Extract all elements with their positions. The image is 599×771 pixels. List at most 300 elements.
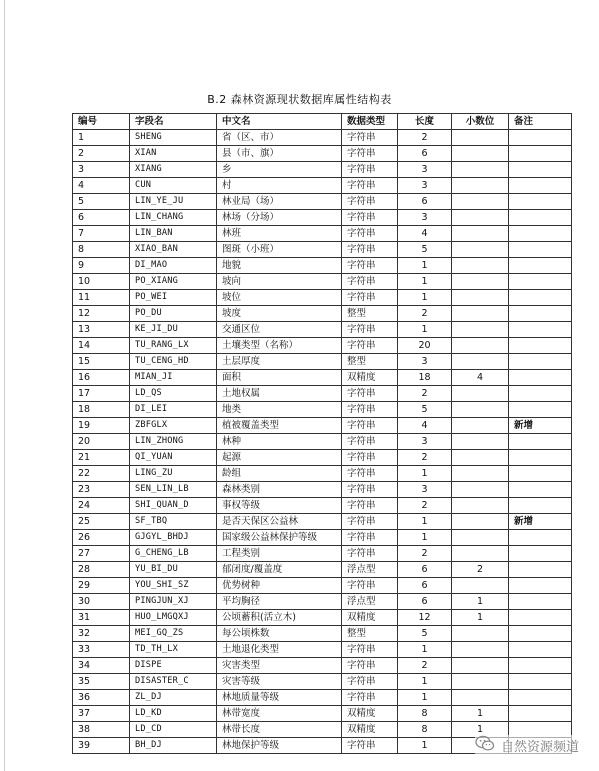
table-row: [73, 258, 572, 274]
cell-chinese-name: 起源: [217, 450, 342, 466]
cell-index: 13: [73, 322, 130, 338]
cell-decimals: [452, 658, 509, 674]
cell-decimals: [452, 642, 509, 658]
cell-chinese-name: 土地退化类型: [217, 642, 342, 658]
cell-field-name: LD_KD: [130, 706, 217, 722]
cell-chinese-name: 每公顷株数: [217, 626, 342, 642]
cell-length: 6: [398, 562, 452, 578]
cell-index: 30: [73, 594, 130, 610]
attribute-table: [72, 113, 572, 754]
cell-field-name: PO_DU: [130, 306, 217, 322]
cell-field-name: YU_BI_DU: [130, 562, 217, 578]
cell-decimals: 4: [452, 370, 509, 386]
table-row: [73, 338, 572, 354]
cell-decimals: [452, 354, 509, 370]
cell-decimals: [452, 258, 509, 274]
cell-remark: [509, 434, 572, 450]
cell-remark: [509, 562, 572, 578]
cell-index: 23: [73, 482, 130, 498]
cell-decimals: [452, 290, 509, 306]
cell-index: 27: [73, 546, 130, 562]
cell-data-type: 字符串: [342, 242, 398, 258]
cell-chinese-name: 图斑（小班）: [217, 242, 342, 258]
cell-length: 1: [398, 290, 452, 306]
cell-length: 1: [398, 258, 452, 274]
cell-remark: [509, 402, 572, 418]
cell-chinese-name: 优势树种: [217, 578, 342, 594]
cell-index: 35: [73, 674, 130, 690]
cell-length: 2: [398, 306, 452, 322]
cell-length: 4: [398, 418, 452, 434]
cell-index: 15: [73, 354, 130, 370]
cell-remark: [509, 642, 572, 658]
cell-length: 2: [398, 546, 452, 562]
cell-field-name: GJGYL_BHDJ: [130, 530, 217, 546]
cell-field-name: SF_TBQ: [130, 514, 217, 530]
table-row: [73, 562, 572, 578]
cell-index: 37: [73, 706, 130, 722]
cell-length: 3: [398, 178, 452, 194]
cell-index: 24: [73, 498, 130, 514]
table-row: [73, 274, 572, 290]
cell-decimals: [452, 146, 509, 162]
cell-index: 16: [73, 370, 130, 386]
cell-remark: [509, 162, 572, 178]
cell-decimals: [452, 482, 509, 498]
header-cell: 中文名: [217, 114, 342, 130]
cell-chinese-name: 工程类别: [217, 546, 342, 562]
cell-data-type: 字符串: [342, 130, 398, 146]
cell-data-type: 双精度: [342, 370, 398, 386]
cell-length: 1: [398, 466, 452, 482]
table-row: [73, 370, 572, 386]
cell-chinese-name: 林种: [217, 434, 342, 450]
cell-decimals: [452, 690, 509, 706]
cell-index: 17: [73, 386, 130, 402]
table-row: [73, 354, 572, 370]
cell-field-name: HUO_LMGQXJ: [130, 610, 217, 626]
cell-data-type: 字符串: [342, 402, 398, 418]
table-row: [73, 594, 572, 610]
cell-decimals: [452, 322, 509, 338]
table-row: [73, 498, 572, 514]
cell-field-name: LIN_YE_JU: [130, 194, 217, 210]
cell-chinese-name: 林地保护等级: [217, 738, 342, 754]
cell-decimals: [452, 402, 509, 418]
cell-remark: [509, 674, 572, 690]
table-row: [73, 610, 572, 626]
table-row: [73, 386, 572, 402]
cell-data-type: 字符串: [342, 338, 398, 354]
table-row: [73, 674, 572, 690]
cell-chinese-name: 国家级公益林保护等级: [217, 530, 342, 546]
table-row: [73, 162, 572, 178]
cell-index: 3: [73, 162, 130, 178]
cell-field-name: QI_YUAN: [130, 450, 217, 466]
cell-field-name: ZBFGLX: [130, 418, 217, 434]
cell-remark: [509, 386, 572, 402]
cell-field-name: DISPE: [130, 658, 217, 674]
cell-chinese-name: 交通区位: [217, 322, 342, 338]
wechat-icon: [475, 735, 495, 756]
cell-chinese-name: 土层厚度: [217, 354, 342, 370]
cell-index: 11: [73, 290, 130, 306]
cell-decimals: [452, 514, 509, 530]
cell-remark: [509, 178, 572, 194]
table-row: [73, 546, 572, 562]
table-row: [73, 322, 572, 338]
cell-field-name: SHENG: [130, 130, 217, 146]
cell-data-type: 字符串: [342, 642, 398, 658]
cell-chinese-name: 植被覆盖类型: [217, 418, 342, 434]
cell-decimals: [452, 242, 509, 258]
header-cell: 字段名: [130, 114, 217, 130]
table-row: [73, 210, 572, 226]
cell-data-type: 字符串: [342, 674, 398, 690]
cell-chinese-name: 土壤类型（名称）: [217, 338, 342, 354]
cell-length: 2: [398, 130, 452, 146]
cell-decimals: [452, 546, 509, 562]
cell-remark: [509, 594, 572, 610]
cell-length: 1: [398, 674, 452, 690]
cell-length: 1: [398, 322, 452, 338]
cell-length: 3: [398, 354, 452, 370]
cell-field-name: XIAN: [130, 146, 217, 162]
cell-field-name: TU_RANG_LX: [130, 338, 217, 354]
cell-field-name: DI_LEI: [130, 402, 217, 418]
cell-field-name: XIANG: [130, 162, 217, 178]
table-row: [73, 290, 572, 306]
cell-index: 32: [73, 626, 130, 642]
header-cell: 编号: [73, 114, 130, 130]
cell-field-name: BH_DJ: [130, 738, 217, 754]
cell-remark: [509, 210, 572, 226]
cell-decimals: [452, 674, 509, 690]
cell-chinese-name: 县（市、旗）: [217, 146, 342, 162]
table-row: [73, 578, 572, 594]
cell-field-name: CUN: [130, 178, 217, 194]
cell-index: 20: [73, 434, 130, 450]
cell-remark: [509, 690, 572, 706]
cell-chinese-name: 事权等级: [217, 498, 342, 514]
cell-remark: [509, 194, 572, 210]
cell-decimals: [452, 194, 509, 210]
cell-chinese-name: 郁闭度/覆盖度: [217, 562, 342, 578]
cell-length: 1: [398, 274, 452, 290]
cell-decimals: [452, 274, 509, 290]
cell-remark: [509, 706, 572, 722]
cell-length: 3: [398, 210, 452, 226]
cell-decimals: [452, 626, 509, 642]
cell-length: 3: [398, 482, 452, 498]
cell-field-name: YOU_SHI_SZ: [130, 578, 217, 594]
cell-field-name: TU_CENG_HD: [130, 354, 217, 370]
cell-data-type: 字符串: [342, 418, 398, 434]
cell-field-name: TD_TH_LX: [130, 642, 217, 658]
cell-chinese-name: 公顷蓄积(活立木): [217, 610, 342, 626]
table-row: [73, 402, 572, 418]
cell-data-type: 字符串: [342, 546, 398, 562]
cell-data-type: 双精度: [342, 722, 398, 738]
cell-chinese-name: 坡位: [217, 290, 342, 306]
cell-chinese-name: 林班: [217, 226, 342, 242]
cell-length: 5: [398, 242, 452, 258]
table-body: [73, 130, 572, 754]
cell-length: 12: [398, 610, 452, 626]
cell-length: 1: [398, 738, 452, 754]
cell-index: 39: [73, 738, 130, 754]
cell-decimals: [452, 434, 509, 450]
cell-chinese-name: 地貌: [217, 258, 342, 274]
cell-remark: [509, 226, 572, 242]
cell-data-type: 字符串: [342, 738, 398, 754]
cell-field-name: LING_ZU: [130, 466, 217, 482]
cell-length: 6: [398, 146, 452, 162]
watermark-text: 自然资源频道: [500, 740, 579, 755]
table-title: B.2 森林资源现状数据库属性结构表: [207, 93, 392, 106]
table-row: [73, 242, 572, 258]
cell-decimals: [452, 162, 509, 178]
cell-length: 8: [398, 706, 452, 722]
cell-decimals: 1: [452, 706, 509, 722]
cell-length: 1: [398, 642, 452, 658]
cell-data-type: 字符串: [342, 482, 398, 498]
cell-decimals: [452, 130, 509, 146]
cell-decimals: [452, 386, 509, 402]
cell-remark: 新增: [509, 418, 572, 434]
cell-data-type: 字符串: [342, 194, 398, 210]
cell-data-type: 字符串: [342, 498, 398, 514]
table-row: [73, 146, 572, 162]
cell-data-type: 字符串: [342, 162, 398, 178]
cell-field-name: LIN_ZHONG: [130, 434, 217, 450]
cell-chinese-name: 村: [217, 178, 342, 194]
cell-chinese-name: 乡: [217, 162, 342, 178]
cell-remark: [509, 146, 572, 162]
header-cell: 小数位: [452, 114, 509, 130]
cell-field-name: DISASTER_C: [130, 674, 217, 690]
watermark: [475, 735, 579, 756]
header-row: [73, 114, 572, 130]
cell-index: 34: [73, 658, 130, 674]
table-row: [73, 434, 572, 450]
cell-index: 31: [73, 610, 130, 626]
cell-chinese-name: 灾害等级: [217, 674, 342, 690]
cell-field-name: LD_QS: [130, 386, 217, 402]
cell-field-name: ZL_DJ: [130, 690, 217, 706]
cell-decimals: 1: [452, 722, 509, 738]
cell-field-name: DI_MAO: [130, 258, 217, 274]
header-cell: 数据类型: [342, 114, 398, 130]
cell-decimals: 1: [452, 610, 509, 626]
cell-index: 12: [73, 306, 130, 322]
cell-chinese-name: 坡度: [217, 306, 342, 322]
cell-decimals: [452, 178, 509, 194]
table-row: [73, 482, 572, 498]
cell-data-type: 浮点型: [342, 562, 398, 578]
cell-data-type: 字符串: [342, 146, 398, 162]
cell-data-type: 整型: [342, 626, 398, 642]
cell-length: 1: [398, 530, 452, 546]
table-row: [73, 306, 572, 322]
cell-chinese-name: 省（区、市）: [217, 130, 342, 146]
cell-field-name: XIAO_BAN: [130, 242, 217, 258]
cell-index: 4: [73, 178, 130, 194]
cell-field-name: MIAN_JI: [130, 370, 217, 386]
cell-remark: [509, 546, 572, 562]
cell-field-name: LIN_CHANG: [130, 210, 217, 226]
cell-index: 7: [73, 226, 130, 242]
header-cell: 备注: [509, 114, 572, 130]
cell-field-name: G_CHENG_LB: [130, 546, 217, 562]
cell-remark: [509, 466, 572, 482]
cell-data-type: 浮点型: [342, 594, 398, 610]
cell-chinese-name: 土地权属: [217, 386, 342, 402]
cell-field-name: SEN_LIN_LB: [130, 482, 217, 498]
cell-length: 2: [398, 386, 452, 402]
cell-data-type: 字符串: [342, 690, 398, 706]
cell-chinese-name: 面积: [217, 370, 342, 386]
table-row: [73, 418, 572, 434]
cell-decimals: [452, 210, 509, 226]
cell-index: 6: [73, 210, 130, 226]
page-edge: [4, 0, 5, 771]
cell-length: 8: [398, 722, 452, 738]
cell-chinese-name: 平均胸径: [217, 594, 342, 610]
cell-decimals: [452, 306, 509, 322]
cell-decimals: [452, 450, 509, 466]
cell-length: 1: [398, 514, 452, 530]
cell-index: 8: [73, 242, 130, 258]
cell-decimals: [452, 226, 509, 242]
cell-remark: [509, 482, 572, 498]
cell-length: 5: [398, 402, 452, 418]
cell-decimals: [452, 530, 509, 546]
cell-index: 5: [73, 194, 130, 210]
cell-data-type: 字符串: [342, 290, 398, 306]
cell-remark: [509, 450, 572, 466]
cell-data-type: 字符串: [342, 178, 398, 194]
table-row: [73, 466, 572, 482]
cell-data-type: 字符串: [342, 434, 398, 450]
cell-length: 6: [398, 594, 452, 610]
cell-length: 2: [398, 450, 452, 466]
cell-data-type: 双精度: [342, 610, 398, 626]
cell-data-type: 整型: [342, 354, 398, 370]
table-row: [73, 530, 572, 546]
cell-remark: [509, 274, 572, 290]
cell-remark: [509, 626, 572, 642]
cell-chinese-name: 坡向: [217, 274, 342, 290]
cell-length: 18: [398, 370, 452, 386]
cell-index: 38: [73, 722, 130, 738]
cell-index: 21: [73, 450, 130, 466]
cell-decimals: [452, 578, 509, 594]
cell-field-name: LIN_BAN: [130, 226, 217, 242]
cell-index: 10: [73, 274, 130, 290]
table-row: [73, 130, 572, 146]
cell-data-type: 字符串: [342, 258, 398, 274]
cell-remark: [509, 658, 572, 674]
cell-remark: [509, 258, 572, 274]
cell-chinese-name: 林场（分场）: [217, 210, 342, 226]
cell-chinese-name: 地类: [217, 402, 342, 418]
cell-data-type: 字符串: [342, 210, 398, 226]
cell-remark: [509, 290, 572, 306]
cell-remark: [509, 306, 572, 322]
cell-chinese-name: 龄组: [217, 466, 342, 482]
cell-index: 28: [73, 562, 130, 578]
cell-index: 14: [73, 338, 130, 354]
table-row: [73, 194, 572, 210]
cell-length: 3: [398, 434, 452, 450]
cell-data-type: 字符串: [342, 226, 398, 242]
cell-chinese-name: 森林类别: [217, 482, 342, 498]
cell-remark: [509, 530, 572, 546]
cell-remark: [509, 130, 572, 146]
cell-remark: [509, 242, 572, 258]
cell-data-type: 字符串: [342, 578, 398, 594]
cell-remark: 新增: [509, 514, 572, 530]
table-row: [73, 706, 572, 722]
cell-length: 6: [398, 578, 452, 594]
cell-index: 19: [73, 418, 130, 434]
cell-index: 2: [73, 146, 130, 162]
cell-remark: [509, 370, 572, 386]
cell-index: 29: [73, 578, 130, 594]
cell-remark: [509, 322, 572, 338]
cell-data-type: 字符串: [342, 274, 398, 290]
cell-index: 36: [73, 690, 130, 706]
cell-decimals: [452, 338, 509, 354]
table-row: [73, 690, 572, 706]
cell-length: 2: [398, 498, 452, 514]
cell-index: 18: [73, 402, 130, 418]
cell-field-name: SHI_QUAN_D: [130, 498, 217, 514]
cell-decimals: 2: [452, 562, 509, 578]
table-row: [73, 658, 572, 674]
cell-decimals: 1: [452, 594, 509, 610]
cell-index: 9: [73, 258, 130, 274]
cell-length: 4: [398, 226, 452, 242]
cell-chinese-name: 是否天保区公益林: [217, 514, 342, 530]
cell-length: 2: [398, 658, 452, 674]
cell-length: 5: [398, 626, 452, 642]
cell-chinese-name: 林地质量等级: [217, 690, 342, 706]
cell-chinese-name: 灾害类型: [217, 658, 342, 674]
cell-length: 6: [398, 194, 452, 210]
cell-chinese-name: 林带宽度: [217, 706, 342, 722]
cell-data-type: 双精度: [342, 706, 398, 722]
cell-remark: [509, 338, 572, 354]
cell-decimals: [452, 418, 509, 434]
cell-decimals: [452, 466, 509, 482]
cell-field-name: PO_XIANG: [130, 274, 217, 290]
cell-data-type: 字符串: [342, 322, 398, 338]
cell-remark: [509, 578, 572, 594]
table-row: [73, 450, 572, 466]
cell-chinese-name: 林带长度: [217, 722, 342, 738]
table-row: [73, 226, 572, 242]
cell-field-name: MEI_GQ_ZS: [130, 626, 217, 642]
cell-data-type: 字符串: [342, 514, 398, 530]
cell-data-type: 字符串: [342, 386, 398, 402]
cell-chinese-name: 林业局（场）: [217, 194, 342, 210]
cell-data-type: 字符串: [342, 450, 398, 466]
cell-index: 26: [73, 530, 130, 546]
cell-data-type: 字符串: [342, 466, 398, 482]
cell-index: 25: [73, 514, 130, 530]
